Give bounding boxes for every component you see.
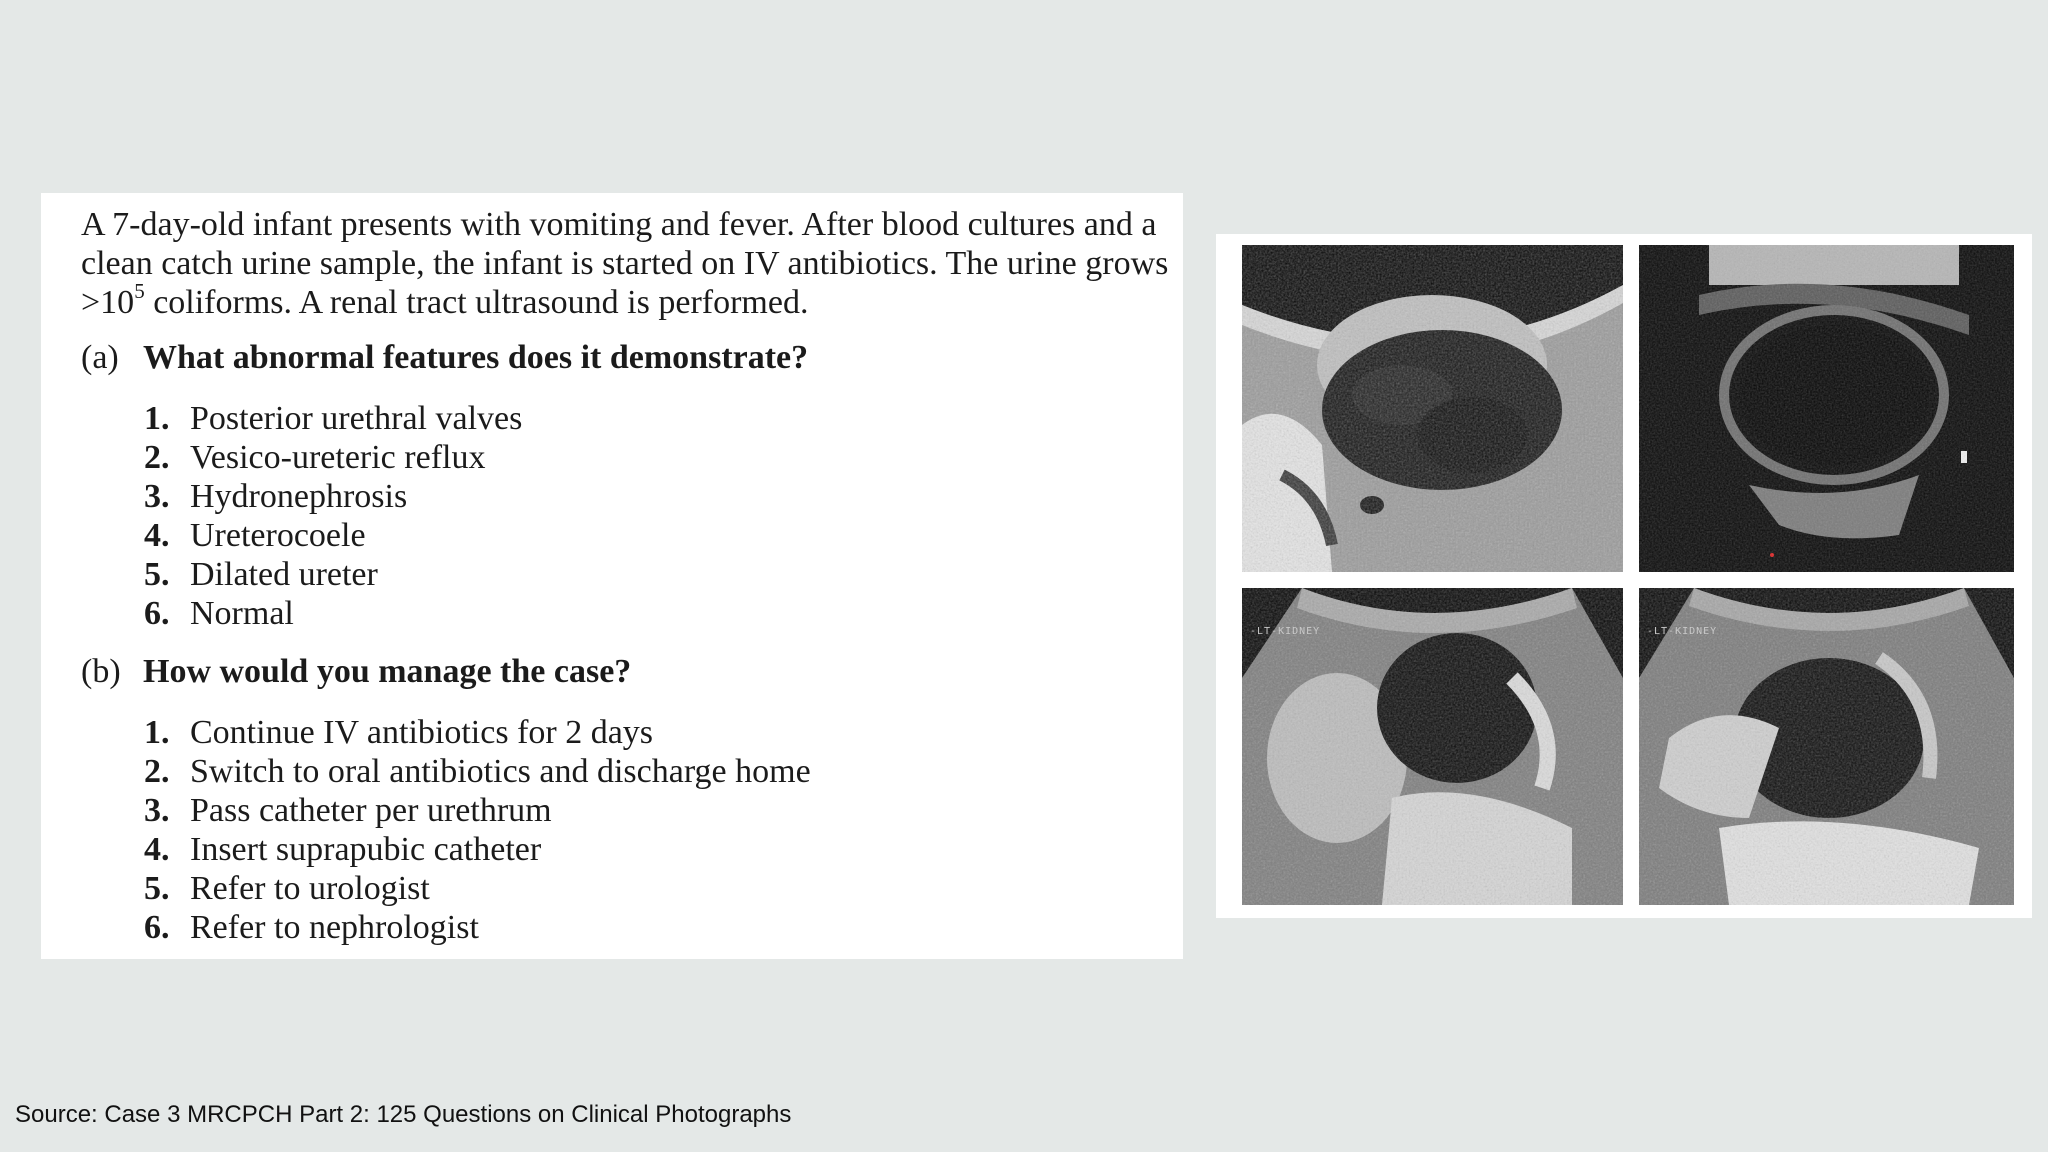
option-number: 4.	[144, 517, 170, 554]
option-b-1	[144, 713, 811, 752]
case-stem-text: A 7-day-old infant presents with vomiting and fever. After blood cultures and a clean catch urine sample, the infant is started on IV antibiotics. The urine grows >10	[81, 206, 1169, 321]
option-number: 1.	[144, 400, 170, 437]
question-panel	[41, 193, 1183, 959]
option-number: 2.	[144, 439, 170, 476]
option-text: Hydronephrosis	[190, 478, 408, 515]
ultrasound-image-bottom-right	[1639, 588, 2014, 905]
source-caption: Source: Case 3 MRCPCH Part 2: 125 Questions on Clinical Photographs	[15, 1101, 792, 1128]
question-b-options	[144, 713, 811, 947]
option-number: 6.	[144, 909, 170, 946]
option-text: Pass catheter per urethrum	[190, 792, 552, 829]
option-a-3	[144, 477, 522, 516]
option-text: Vesico-ureteric reflux	[190, 439, 486, 476]
option-text: Switch to oral antibiotics and discharge home	[190, 753, 811, 790]
option-b-3	[144, 791, 811, 830]
option-number: 5.	[144, 556, 170, 593]
case-stem	[81, 205, 1171, 322]
kidney-label-left: -LT-KIDNEY	[1250, 626, 1321, 637]
ultrasound-image-bottom-left	[1242, 588, 1623, 905]
question-a-label: (a)	[81, 339, 119, 376]
option-b-5	[144, 869, 811, 908]
option-number: 1.	[144, 714, 170, 751]
option-a-6	[144, 594, 522, 633]
question-b-text: How would you manage the case?	[143, 653, 632, 690]
question-b	[81, 653, 631, 691]
option-text: Normal	[190, 595, 294, 632]
option-number: 2.	[144, 753, 170, 790]
option-text: Continue IV antibiotics for 2 days	[190, 714, 654, 751]
option-a-5	[144, 555, 522, 594]
option-text: Ureterocoele	[190, 517, 366, 554]
option-number: 6.	[144, 595, 170, 632]
option-text: Posterior urethral valves	[190, 400, 523, 437]
option-number: 5.	[144, 870, 170, 907]
ultrasound-figure	[1216, 234, 2032, 918]
case-stem-exponent: 5	[134, 279, 145, 303]
option-number: 3.	[144, 792, 170, 829]
option-b-4	[144, 830, 811, 869]
option-a-2	[144, 438, 522, 477]
case-stem-text-end: coliforms. A renal tract ultrasound is performed.	[144, 284, 809, 321]
option-number: 4.	[144, 831, 170, 868]
option-text: Dilated ureter	[190, 556, 378, 593]
option-text: Refer to nephrologist	[190, 909, 479, 946]
kidney-label-right: -LT-KIDNEY	[1647, 626, 1718, 637]
question-a-options	[144, 399, 522, 633]
question-a-text: What abnormal features does it demonstrate?	[143, 339, 809, 376]
option-b-2	[144, 752, 811, 791]
question-a	[81, 339, 808, 377]
option-number: 3.	[144, 478, 170, 515]
question-b-label: (b)	[81, 653, 121, 690]
option-text: Refer to urologist	[190, 870, 430, 907]
ultrasound-image-top-right	[1639, 245, 2014, 572]
option-a-1	[144, 399, 522, 438]
option-b-6	[144, 908, 811, 947]
ultrasound-image-top-left	[1242, 245, 1623, 572]
option-text: Insert suprapubic catheter	[190, 831, 542, 868]
option-a-4	[144, 516, 522, 555]
